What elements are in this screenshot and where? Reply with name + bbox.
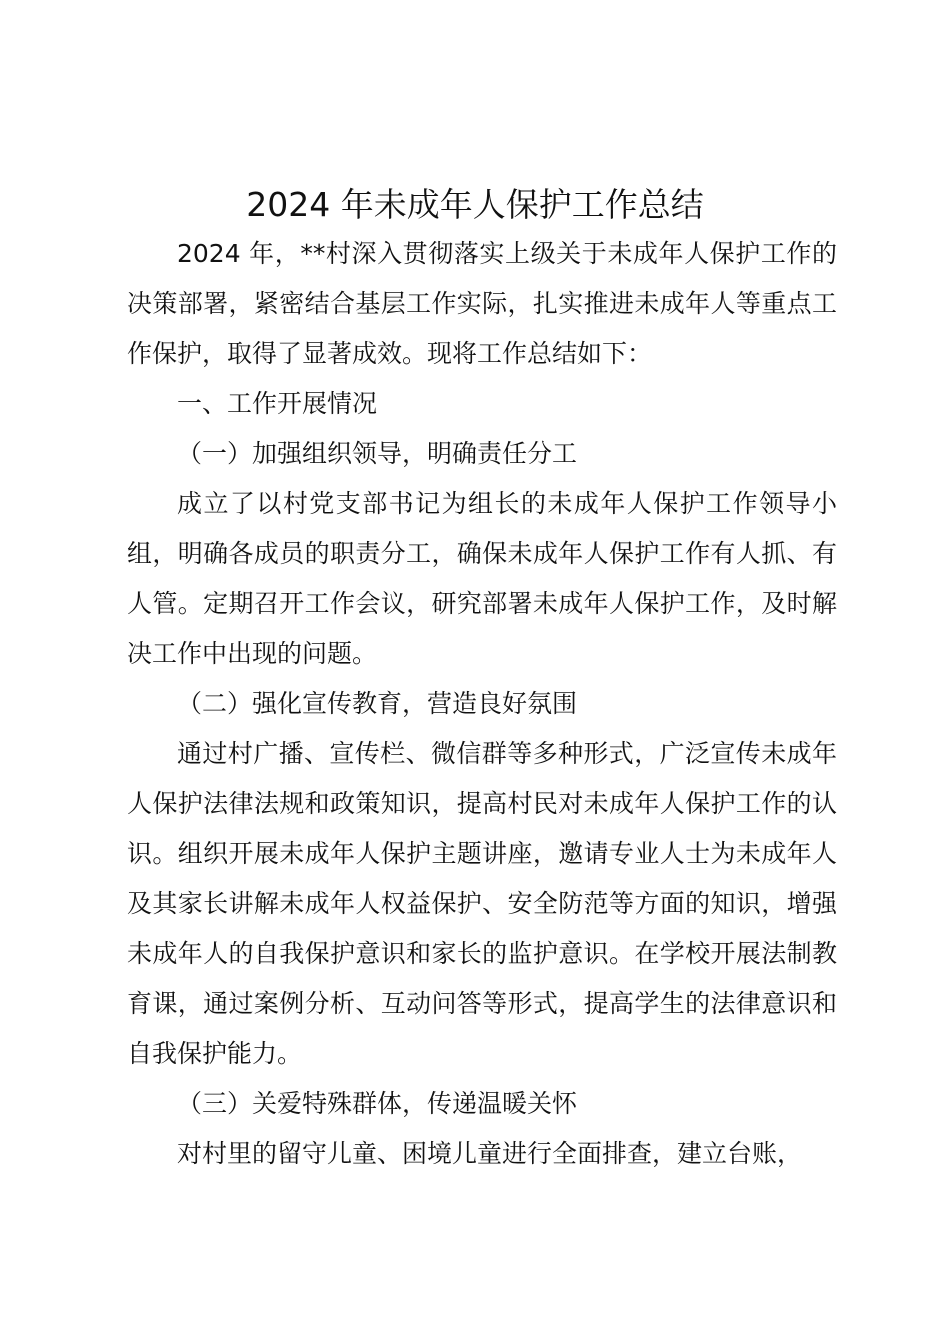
intro-paragraph: 2024 年，**村深入贯彻落实上级关于未成年人保护工作的决策部署，紧密结合基层工作实际，扎实推进未成年人等重点工作保护，取得了显著成效。现将工作总结如下： bbox=[127, 239, 837, 368]
subsection-heading-2: （二）强化宣传教育，营造良好氛围 bbox=[177, 689, 578, 718]
subsection-paragraph-1: 成立了以村党支部书记为组长的未成年人保护工作领导小组，明确各成员的职责分工，确保未成年人保护工作有人抓、有人管。定期召开工作会议，研究部署未成年人保护工作，及时解决工作中出现的问题。 bbox=[127, 489, 837, 668]
document-body bbox=[127, 229, 837, 1179]
subsection-heading-1: （一）加强组织领导，明确责任分工 bbox=[177, 439, 578, 468]
subsection-heading-3: （三）关爱特殊群体，传递温暖关怀 bbox=[177, 1089, 578, 1118]
subsection-paragraph-2: 通过村广播、宣传栏、微信群等多种形式，广泛宣传未成年人保护法律法规和政策知识，提高村民对未成年人保护工作的认识。组织开展未成年人保护主题讲座，邀请专业人士为未成年人及其家长讲解未成年人权益保护、安全防范等方面的知识，增强未成年人的自我保护意识和家长的监护意识。在学校开展法制教育课，通过案例分析、互动问答等形式，提高学生的法律意识和自我保护能力。 bbox=[127, 739, 837, 1068]
document-title: 2024 年未成年人保护工作总结 bbox=[246, 185, 704, 224]
subsection-paragraph-3: 对村里的留守儿童、困境儿童进行全面排查，建立台账， bbox=[177, 1139, 803, 1168]
section-heading-1: 一、工作开展情况 bbox=[177, 389, 378, 418]
